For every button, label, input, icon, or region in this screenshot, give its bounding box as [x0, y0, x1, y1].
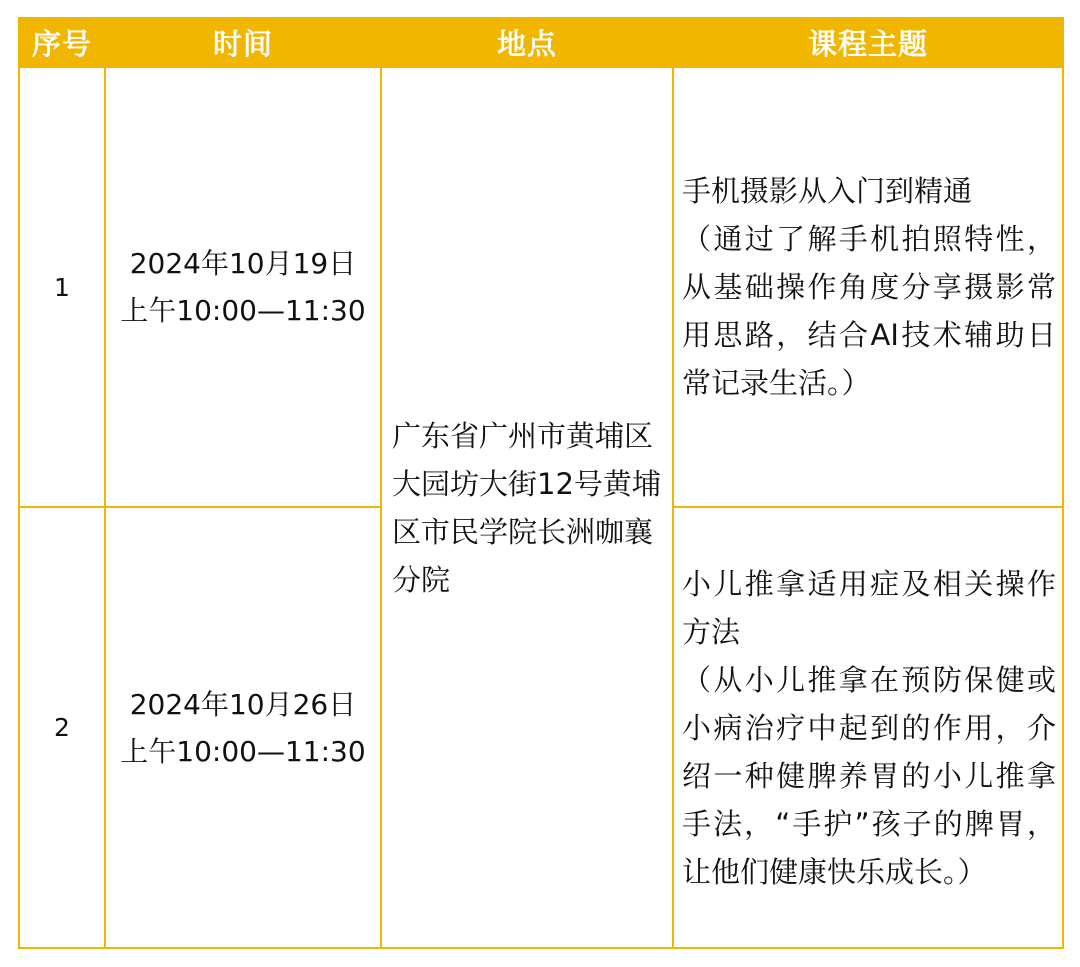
- row-index: 2: [19, 507, 105, 948]
- topic-description: （通过了解手机拍照特性，从基础操作角度分享摄影常用思路，结合AI技术辅助日常记录生活。）: [682, 222, 1056, 400]
- table-header: [19, 18, 1063, 67]
- topic-title: 手机摄影从入门到精通: [682, 174, 973, 208]
- header-time: 时间: [105, 18, 381, 67]
- header-place: 地点: [381, 18, 673, 67]
- row-topic: [673, 507, 1063, 948]
- row-time: 上午10:00—11:30: [120, 294, 366, 327]
- row-datetime: [105, 507, 381, 948]
- header-topic: 课程主题: [673, 18, 1063, 67]
- course-schedule-table: [18, 17, 1064, 949]
- header-index: 序号: [19, 18, 105, 67]
- topic-title: 小儿推拿适用症及相关操作方法: [682, 566, 1056, 649]
- topic-description: （从小儿推拿在预防保健或小病治疗中起到的作用，介绍一种健脾养胃的小儿推拿手法，“手护”孩子的脾胃，让他们健康快乐成长。）: [682, 662, 1056, 889]
- row-time: 上午10:00—11:30: [120, 734, 366, 768]
- row-date: 2024年10月19日: [129, 247, 357, 280]
- row-datetime: [105, 67, 381, 507]
- table-row: [19, 67, 1063, 507]
- table-body: [19, 67, 1063, 948]
- row-index: 1: [19, 67, 105, 507]
- row-date: 2024年10月26日: [129, 687, 357, 721]
- shared-place: 广东省广州市黄埔区大园坊大街12号黄埔区市民学院长洲咖襄分院: [381, 67, 673, 948]
- row-topic: [673, 67, 1063, 507]
- header-row: [19, 18, 1063, 67]
